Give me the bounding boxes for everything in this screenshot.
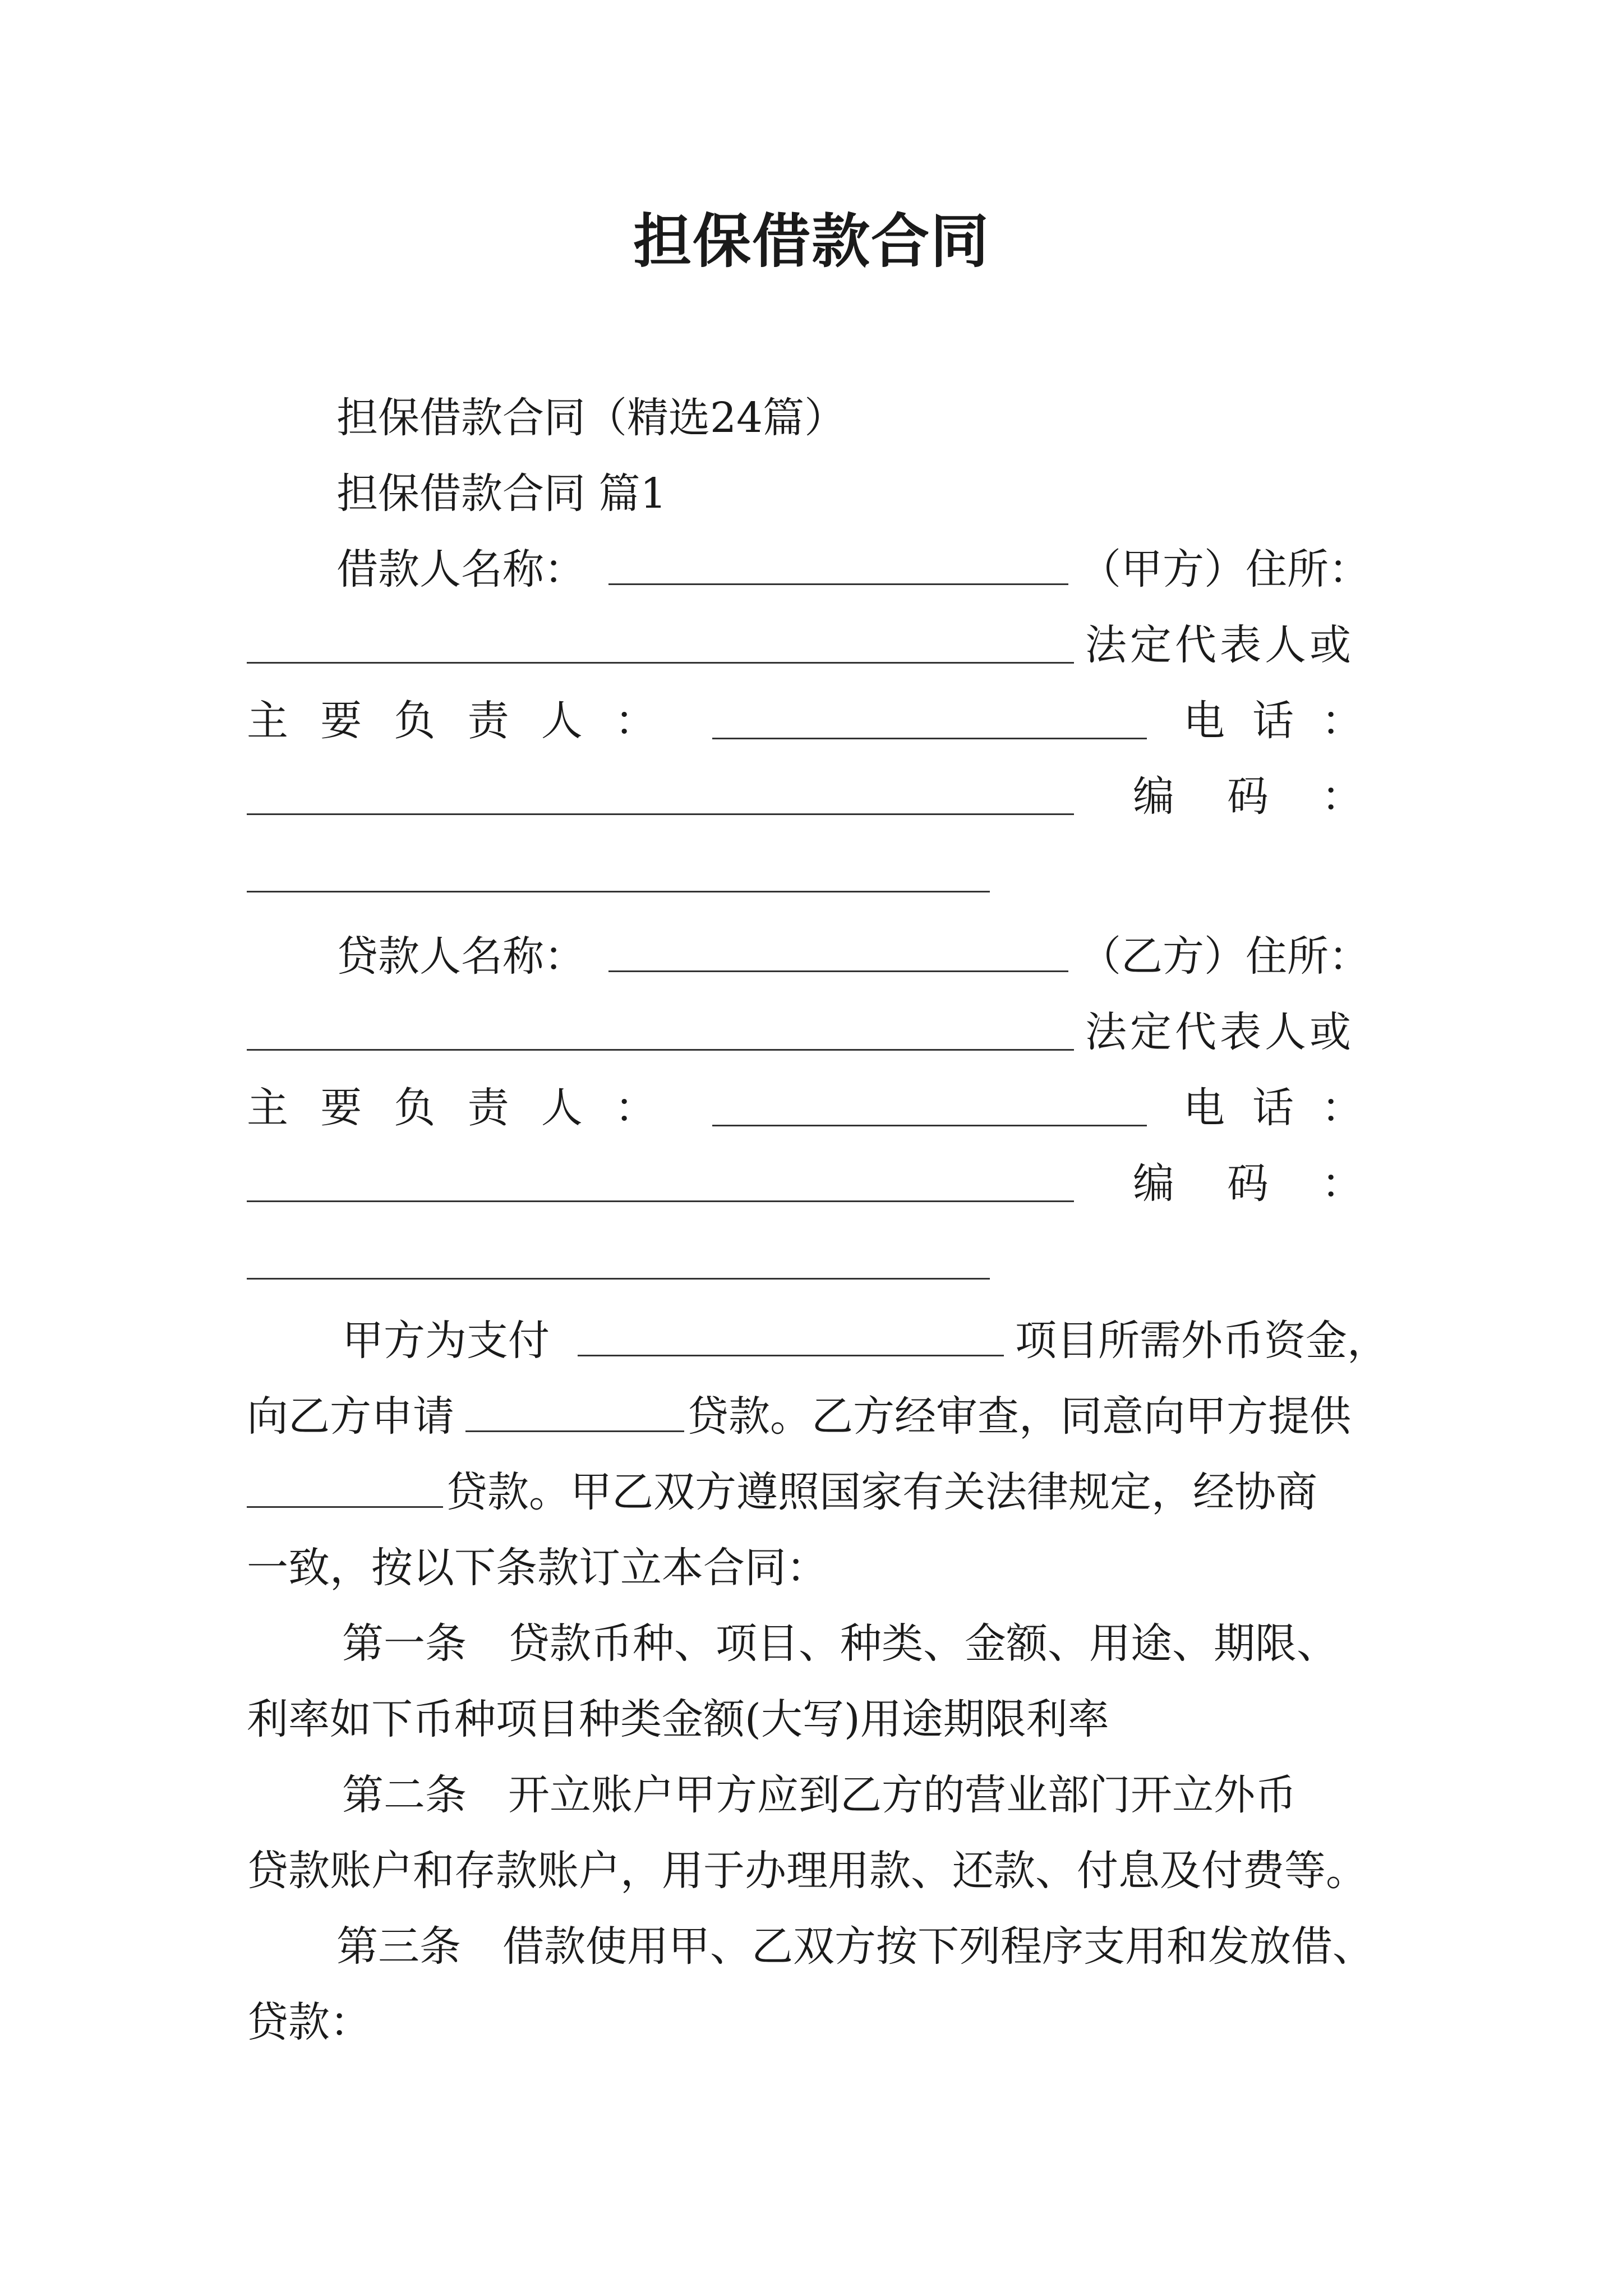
para1-line3: 贷款。甲乙双方遵照国家有关法律规定，经协商 (446, 1468, 1317, 1516)
char: 电 (1183, 1084, 1225, 1132)
borrower-name-blank[interactable] (608, 583, 1068, 585)
para1-line1-start: 甲方为支付 (342, 1317, 550, 1365)
borrower-code-label (1133, 769, 1363, 825)
borrower-address-blank[interactable] (247, 662, 1074, 664)
article2-line1: 第二条 开立账户甲方应到乙方的营业部门开立外币 (342, 1771, 1297, 1819)
borrower-legal-rep-label: 法定代表人或 (1085, 621, 1354, 669)
char: 要 (320, 697, 362, 745)
char: 编 (1133, 772, 1174, 821)
lender-address-blank[interactable] (247, 1049, 1074, 1051)
lender-party-address-label: （乙方）住所： (1080, 932, 1370, 981)
char: ： (614, 697, 656, 745)
para1-line1-end: 项目所需外币资金， (1015, 1317, 1389, 1365)
char: 话 (1252, 1084, 1294, 1132)
borrower-name-label: 借款人名称： (336, 545, 585, 593)
char: 电 (1183, 697, 1225, 745)
char: 要 (320, 1084, 362, 1132)
lender-code-label (1133, 1156, 1363, 1212)
article3-line2: 贷款： (247, 1998, 371, 2046)
para1-line2-end: 贷款。乙方经审查，同意向甲方提供 (687, 1392, 1351, 1441)
char: 负 (394, 1084, 436, 1132)
char: ： (1321, 1084, 1363, 1132)
char: 人 (541, 1084, 583, 1132)
lender-code-blank[interactable] (247, 1278, 990, 1280)
char: 负 (394, 697, 436, 745)
para1-line4: 一致，按以下条款订立本合同： (247, 1544, 828, 1592)
project-blank[interactable] (578, 1355, 1004, 1356)
section-heading: 担保借款合同 篇1 (336, 470, 667, 518)
char: 码 (1227, 1159, 1269, 1208)
char: 责 (467, 1084, 509, 1132)
char: 主 (247, 697, 288, 745)
char: 责 (467, 697, 509, 745)
char: 码 (1227, 772, 1269, 821)
article2-line2: 贷款账户和存款账户，用于办理用款、还款、付息及付费等。 (247, 1847, 1367, 1895)
borrower-responsible-label (247, 693, 656, 749)
lender-legal-rep-label: 法定代表人或 (1085, 1008, 1354, 1056)
para1-line2-start: 向乙方申请 (247, 1392, 454, 1441)
borrower-responsible-blank[interactable] (712, 738, 1147, 739)
char: ： (1321, 1159, 1363, 1208)
lender-name-label: 贷款人名称： (336, 932, 585, 981)
char: ： (1321, 772, 1363, 821)
subtitle: 担保借款合同（精选24篇） (336, 394, 846, 442)
article1-line2: 利率如下币种项目种类金额(大写)用途期限利率 (247, 1695, 1109, 1743)
lender-name-blank[interactable] (608, 970, 1068, 972)
lender-phone-blank[interactable] (247, 1200, 1074, 1202)
char: 主 (247, 1084, 288, 1132)
article1-line1: 第一条 贷款币种、项目、种类、金额、用途、期限、 (342, 1619, 1338, 1668)
article3-line1: 第三条 借款使用甲、乙双方按下列程序支用和发放借、 (336, 1922, 1374, 1971)
document-title: 担保借款合同 (633, 207, 990, 275)
char: ： (614, 1084, 656, 1132)
borrower-party-address-label: （甲方）住所： (1080, 545, 1370, 593)
char: 人 (541, 697, 583, 745)
provide-loan-blank[interactable] (247, 1506, 443, 1508)
borrower-phone-blank[interactable] (247, 813, 1074, 815)
char: 话 (1252, 697, 1294, 745)
lender-responsible-blank[interactable] (712, 1125, 1147, 1126)
borrower-code-blank[interactable] (247, 891, 990, 892)
borrower-phone-label (1183, 693, 1363, 749)
char: ： (1321, 697, 1363, 745)
char: 编 (1133, 1159, 1174, 1208)
lender-responsible-label (247, 1080, 656, 1136)
apply-loan-blank[interactable] (465, 1430, 684, 1432)
lender-phone-label (1183, 1080, 1363, 1136)
